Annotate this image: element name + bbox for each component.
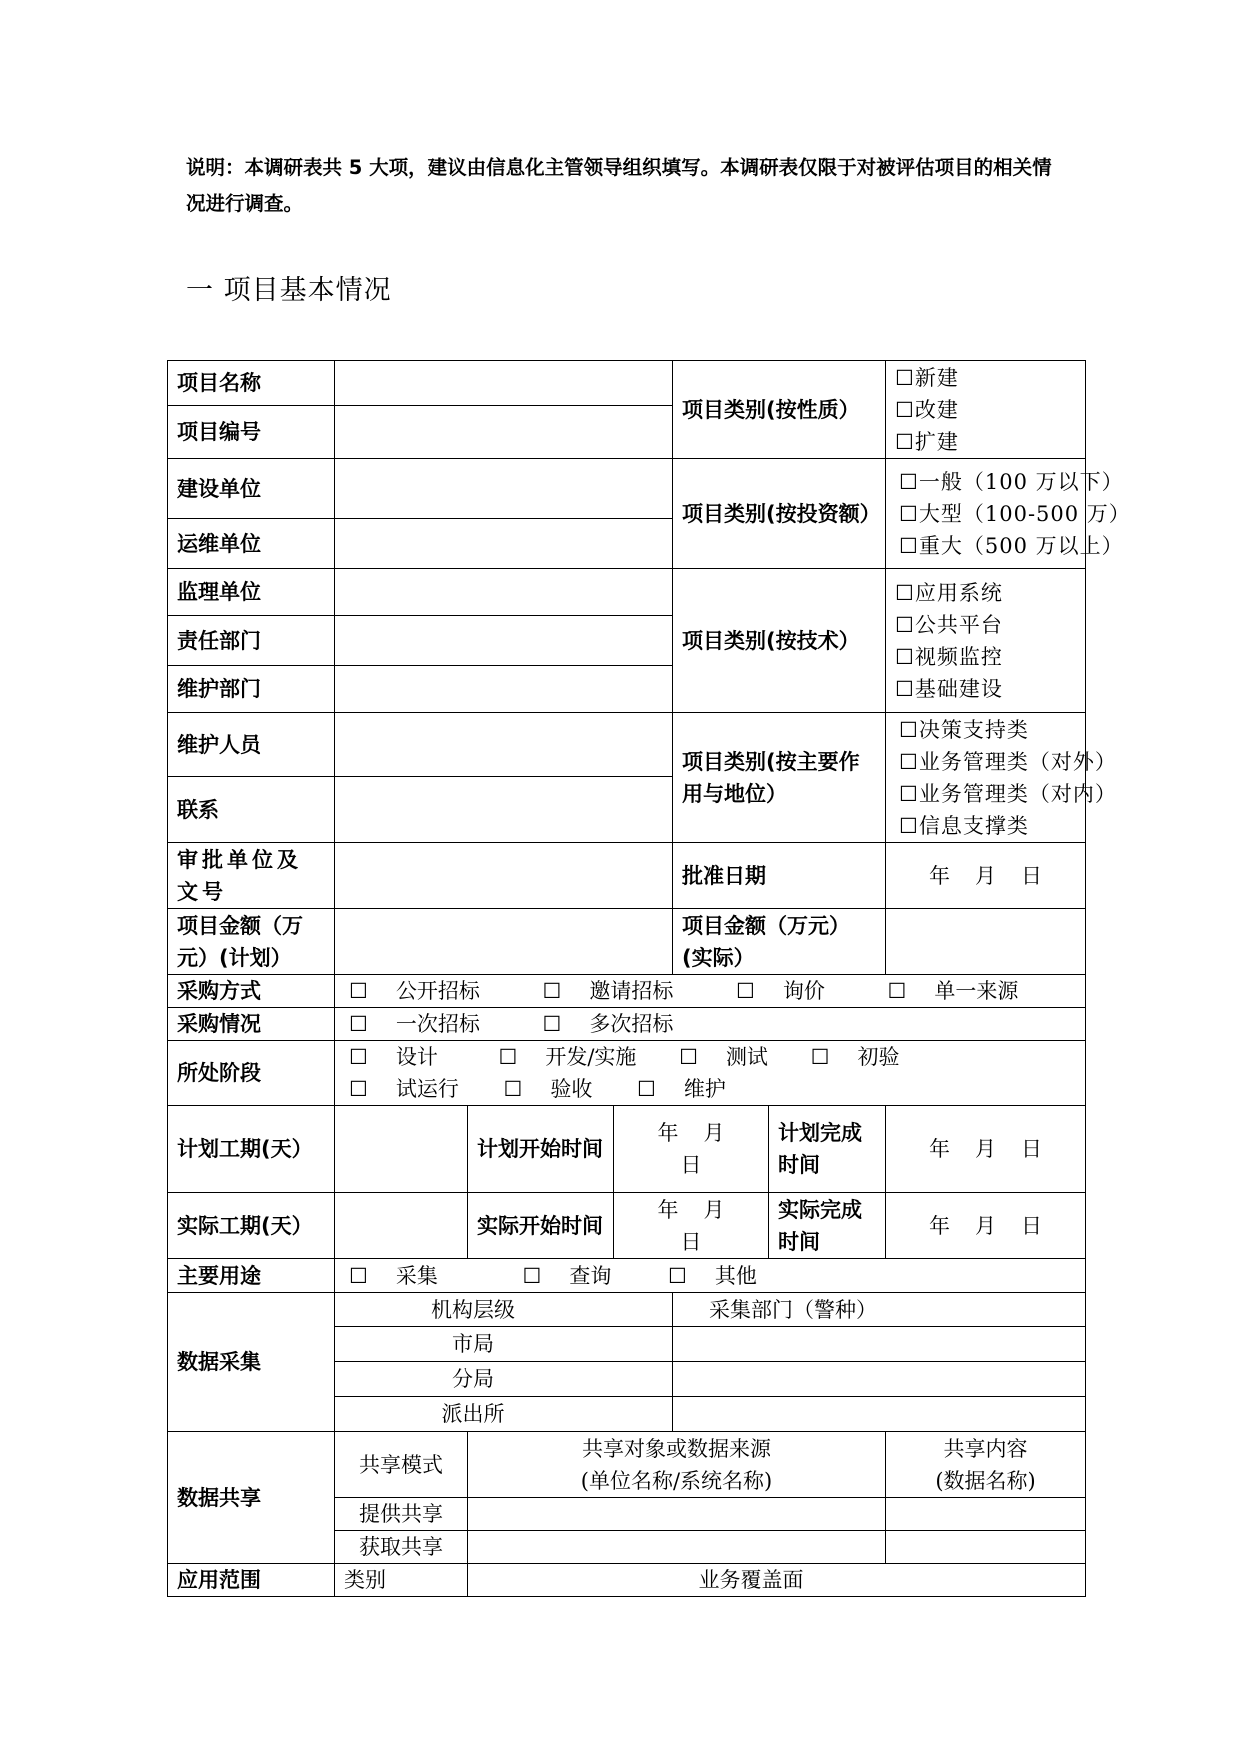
label-supervisor: 监理单位 <box>168 569 335 616</box>
city-bureau-dept-field[interactable] <box>673 1327 1086 1362</box>
label-data-share: 数据共享 <box>168 1432 335 1564</box>
provide-share-content-field[interactable] <box>886 1498 1086 1531</box>
approval-date-field[interactable]: 年 月 日 <box>886 843 1086 909</box>
label-cat-tech: 项目类别(按技术） <box>673 569 886 713</box>
project-code-field[interactable] <box>335 406 673 459</box>
checkbox-query[interactable]: ☐ 查询 <box>522 1263 612 1288</box>
checkbox-single-tender[interactable]: ☐ 一次招标 <box>349 1012 480 1036</box>
plan-start-field[interactable]: 年 月日 <box>614 1106 769 1193</box>
label-purchase-status: 采购情况 <box>168 1008 335 1041</box>
police-station-dept-field[interactable] <box>673 1397 1086 1432</box>
checkbox-decision[interactable]: ☐决策支持类 <box>899 717 1029 742</box>
cat-invest-options <box>886 459 1131 569</box>
obtain-share-source-field[interactable] <box>468 1531 886 1564</box>
checkbox-large[interactable]: ☐大型（100-500 万） <box>899 501 1131 526</box>
maint-dept-field[interactable] <box>335 666 673 713</box>
actual-end-field[interactable]: 年 月 日 <box>886 1193 1086 1259</box>
row-provide-share: 提供共享 <box>335 1498 468 1531</box>
row-city-bureau: 市局 <box>335 1327 673 1362</box>
project-info-form <box>167 360 1131 1597</box>
checkbox-app-system[interactable]: ☐应用系统 <box>895 580 1003 605</box>
label-approval: 审批单位及文号 <box>168 843 335 909</box>
section-title: 一 项目基本情况 <box>186 275 392 306</box>
operator-field[interactable] <box>335 519 673 569</box>
label-approval-date: 批准日期 <box>673 843 886 909</box>
label-operator: 运维单位 <box>168 519 335 569</box>
col-share-content: 共享内容 (数据名称) <box>886 1432 1086 1498</box>
plan-end-field[interactable]: 年 月 日 <box>886 1106 1086 1193</box>
checkbox-expand[interactable]: ☐扩建 <box>895 429 959 454</box>
main-use-options <box>335 1259 1086 1293</box>
row-police-station: 派出所 <box>335 1397 673 1432</box>
amount-plan-field[interactable] <box>335 909 673 975</box>
checkbox-accept[interactable]: ☐ 验收 <box>503 1077 593 1101</box>
checkbox-trial-run[interactable]: ☐ 试运行 <box>349 1077 459 1101</box>
checkbox-multi-tender[interactable]: ☐ 多次招标 <box>542 1012 674 1036</box>
label-amount-actual: 项目金额（万元）(实际） <box>673 909 886 975</box>
label-plan-end: 计划完成时间 <box>769 1106 886 1193</box>
row-obtain-share: 获取共享 <box>335 1531 468 1564</box>
label-amount-plan: 项目金额（万元）(计划） <box>168 909 335 975</box>
label-actual-end: 实际完成时间 <box>769 1193 886 1259</box>
approval-field[interactable] <box>335 843 673 909</box>
label-main-use: 主要用途 <box>168 1259 335 1293</box>
maint-person-field[interactable] <box>335 713 673 777</box>
label-maint-dept: 维护部门 <box>168 666 335 713</box>
label-resp-dept: 责任部门 <box>168 616 335 666</box>
label-data-collect: 数据采集 <box>168 1293 335 1432</box>
checkbox-inquiry[interactable]: ☐ 询价 <box>736 979 825 1003</box>
label-actual-period: 实际工期(天） <box>168 1193 335 1259</box>
supervisor-field[interactable] <box>335 569 673 616</box>
intro-note: 说明：本调研表共 5 大项，建议由信息化主管领导组织填写。本调研表仅限于对被评估项目的相关情况进行调查。 <box>186 156 1052 215</box>
label-project-code: 项目编号 <box>168 406 335 459</box>
checkbox-video-monitor[interactable]: ☐视频监控 <box>895 644 1003 669</box>
col-share-mode: 共享模式 <box>335 1432 468 1498</box>
stage-options <box>335 1041 1086 1106</box>
checkbox-general[interactable]: ☐一般（100 万以下） <box>899 469 1124 494</box>
row-branch-bureau: 分局 <box>335 1362 673 1397</box>
col-share-source: 共享对象或数据来源 (单位名称/系统名称) <box>468 1432 886 1498</box>
checkbox-info-support[interactable]: ☐信息支撑类 <box>899 813 1029 838</box>
checkbox-infrastructure[interactable]: ☐基础建设 <box>895 676 1003 701</box>
col-org-level: 机构层级 <box>335 1293 673 1327</box>
amount-actual-field[interactable] <box>886 909 1086 975</box>
checkbox-rebuild[interactable]: ☐改建 <box>895 397 959 422</box>
label-plan-start: 计划开始时间 <box>468 1106 614 1193</box>
checkbox-invite-tender[interactable]: ☐ 邀请招标 <box>542 979 674 1003</box>
checkbox-collect[interactable]: ☐ 采集 <box>349 1263 438 1288</box>
contact-field[interactable] <box>335 777 673 843</box>
col-scope-coverage: 业务覆盖面 <box>468 1564 1086 1597</box>
checkbox-open-tender[interactable]: ☐ 公开招标 <box>349 979 480 1003</box>
project-name-field[interactable] <box>335 361 673 406</box>
plan-period-field[interactable] <box>335 1106 468 1193</box>
cat-role-options <box>886 713 1117 843</box>
cat-tech-options <box>886 569 1086 713</box>
checkbox-major[interactable]: ☐重大（500 万以上） <box>899 533 1124 558</box>
label-plan-period: 计划工期(天） <box>168 1106 335 1193</box>
label-cat-invest: 项目类别(按投资额） <box>673 459 886 569</box>
checkbox-design[interactable]: ☐ 设计 <box>349 1045 438 1069</box>
actual-period-field[interactable] <box>335 1193 468 1259</box>
col-collect-dept: 采集部门（警种） <box>673 1293 1086 1327</box>
checkbox-single-source[interactable]: ☐ 单一来源 <box>887 979 1019 1003</box>
checkbox-biz-external[interactable]: ☐业务管理类（对外） <box>899 749 1117 774</box>
label-project-name: 项目名称 <box>168 361 335 406</box>
checkbox-test[interactable]: ☐ 测试 <box>679 1045 768 1069</box>
checkbox-public-platform[interactable]: ☐公共平台 <box>895 612 1003 637</box>
label-actual-start: 实际开始时间 <box>468 1193 614 1259</box>
cat-nature-options <box>886 361 1086 459</box>
label-app-scope: 应用范围 <box>168 1564 335 1597</box>
branch-bureau-dept-field[interactable] <box>673 1362 1086 1397</box>
purchase-status-options <box>335 1008 1086 1041</box>
actual-start-field[interactable]: 年 月日 <box>614 1193 769 1259</box>
checkbox-other[interactable]: ☐ 其他 <box>668 1263 757 1288</box>
label-purchase-method: 采购方式 <box>168 975 335 1008</box>
checkbox-new[interactable]: ☐新建 <box>895 365 959 390</box>
checkbox-develop[interactable]: ☐ 开发/实施 <box>498 1045 637 1069</box>
obtain-share-content-field[interactable] <box>886 1531 1086 1564</box>
label-cat-nature: 项目类别(按性质） <box>673 361 886 459</box>
purchase-method-options <box>335 975 1086 1008</box>
checkbox-initial-accept[interactable]: ☐ 初验 <box>810 1045 900 1069</box>
label-maint-person: 维护人员 <box>168 713 335 777</box>
label-stage: 所处阶段 <box>168 1041 335 1106</box>
checkbox-maintain[interactable]: ☐ 维护 <box>637 1077 726 1101</box>
checkbox-biz-internal[interactable]: ☐业务管理类（对内） <box>899 781 1117 806</box>
label-builder: 建设单位 <box>168 459 335 519</box>
label-contact: 联系 <box>168 777 335 843</box>
col-scope-type: 类别 <box>335 1564 468 1597</box>
builder-field[interactable] <box>335 459 673 519</box>
label-cat-role: 项目类别(按主要作用与地位） <box>673 713 886 843</box>
resp-dept-field[interactable] <box>335 616 673 666</box>
provide-share-source-field[interactable] <box>468 1498 886 1531</box>
